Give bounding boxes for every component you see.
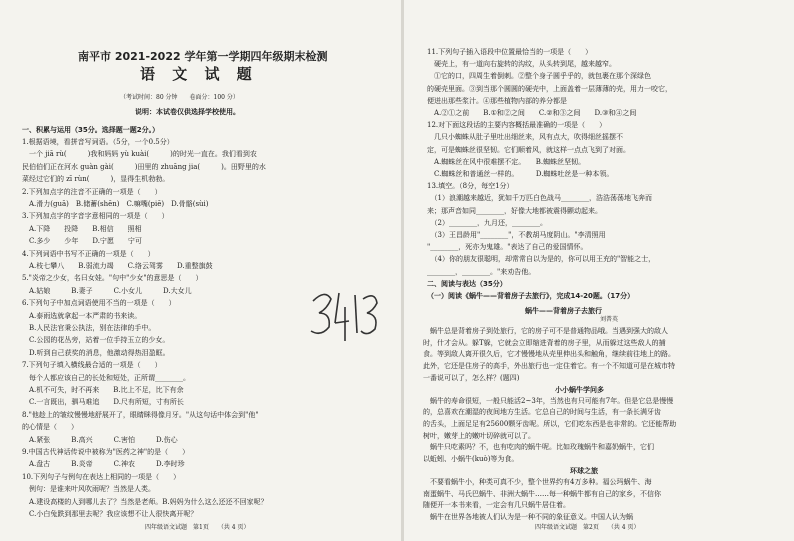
exam-page-2 bbox=[405, 0, 794, 541]
question-line: B.人民法官秉公执法，别在法律的手中。 bbox=[22, 324, 156, 332]
question-line: A.蜘蛛丝在风中很难摆不定。 B.蜘蛛丝坚韧。 bbox=[427, 157, 586, 166]
article-line: 蜗牛总是背着房子到处旅行，它的房子可不是普通物品哦。当遇到强大的敌人 bbox=[423, 327, 668, 336]
page-footer: 四年级语文试题 第1页 （共 4 页） bbox=[145, 524, 250, 531]
question-line: 6.下列句子中加点词语使用不当的一项是（ ） bbox=[22, 299, 176, 308]
article-line: 树叶，嫩芽上的嫩叶切碎就可以了。 bbox=[423, 431, 535, 440]
exam-title: 语 文 试 题 bbox=[140, 65, 258, 83]
question-line: 硬壳上，有一道向右旋转的沟纹，从头转到尾，越来越窄。 bbox=[427, 60, 616, 69]
question-line: 民伯伯们正在河水 guàn gài( )田里的 zhuāng jia( )。田野里的水 bbox=[22, 162, 266, 171]
question-line: 11.下列句子插入语段中位置最恰当的一项是（ ） bbox=[427, 48, 593, 56]
question-line: C.小白兔跌到那里去呢？我应该想不让人很快离开呢？ bbox=[22, 510, 198, 518]
article-subheading: 小小蜗牛学问多 bbox=[555, 385, 604, 395]
article-subheading: 环球之旅 bbox=[570, 466, 598, 476]
question-line: 9.中国古代神话传说中被称为"医药之神"的是（ ） bbox=[22, 448, 190, 456]
article-line: 随便开一本书来看，一定会有几只蜗牛居住着。 bbox=[423, 501, 570, 510]
question-line: A.②①之前 B.①和②之间 C.②和③之间 D.③和④之间 bbox=[427, 109, 637, 117]
question-line: A.紧张 B.高兴 C.害怕 D.伤心 bbox=[22, 435, 178, 444]
article-line: 的，总喜欢在潮湿的夜间地方生活。它总自己的时间与生活，有一条长满牙齿 bbox=[423, 408, 661, 417]
question-line: A.滑力(guā) B.储蓄(shēn) C.嘛嘴(piē) D.骨骼(sùi) bbox=[22, 200, 209, 208]
question-line: "________，死亦为鬼雄。"表达了自己的爱国情怀。 bbox=[427, 243, 588, 252]
question-line: A.枝七攀八 B.弱流力竭 C.络云驾雾 D.重整旗鼓 bbox=[22, 262, 213, 270]
question-line: （3）王昌龄用"________"，不教胡马度阴山。"李清照用 bbox=[427, 231, 606, 239]
question-line: 的心情是（ ） bbox=[22, 423, 78, 432]
question-line: C.一言既出，驷马难追 D.尺有所短，寸有所长 bbox=[22, 398, 184, 407]
section-heading: （一）阅读《蜗牛——背着房子去旅行》，完成14-20题。（17分） bbox=[427, 292, 635, 300]
article-line: 蜗牛只吃素吗？不，也有吃肉的蜗牛呢。比如玫瑰蜗牛和嘉奶蜗牛，它们 bbox=[423, 443, 654, 452]
question-line: D.听到自己获奖的消息，他激动得热泪盈眶。 bbox=[22, 348, 170, 357]
question-line: ________，________。"来劝告他。 bbox=[427, 267, 536, 276]
exam-header: 南平市 2021-2022 学年第一学期四年级期末检测 bbox=[78, 50, 328, 63]
question-line: ①它的口，四周生着倒刺。②整个身子圆乎乎的，就包裹在那个深绿色 bbox=[427, 72, 651, 81]
question-line: 7.下列句子填入横线最合适的一项是（ ） bbox=[22, 361, 162, 370]
question-line: A.机不可失，时不再来 B.比上不足，比下有余 bbox=[22, 386, 184, 394]
question-line: 定，可是蜘蛛丝很坚韧。它们顺着风，就这样一点点飞到了对面。 bbox=[427, 145, 630, 154]
section-heading: 一、积累与运用（35分。选择题一题2分。） bbox=[22, 126, 160, 134]
article-title: 蜗牛——背着房子去旅行 bbox=[525, 306, 602, 316]
question-line: 的硬壳里面。③到当那个圆圆的硬壳中，上面盖着一层薄薄的壳，用力一咬它， bbox=[427, 84, 672, 93]
question-line: 3.下列加点字的字音字意相同的一项是（ ） bbox=[22, 212, 169, 221]
question-line: A.泰雨选就拿起一本严肃的书来读。 bbox=[22, 311, 142, 320]
question-line: 菜经过它们的 zī rùn( )，显得生机勃勃。 bbox=[22, 175, 170, 184]
article-line: 时，什才会从。躲T躲，它就会立即缩进背着的房子里，从而躲过这些敌人的捕 bbox=[423, 338, 666, 347]
article-line: 不要看蜗牛小，种类可真不少，整个世界约有4万多种。福公玛蜗牛、海 bbox=[423, 478, 652, 486]
exam-meta: （考试时间：80 分钟 卷面分：100 分） bbox=[120, 94, 239, 101]
question-line: A.下降 投降 B.相信 照相 bbox=[22, 224, 142, 233]
handwritten-score bbox=[305, 283, 385, 353]
question-line: 几只小蜘蛛从肚子里吐出细丝来，风有点大，吹得细丝摇摆不 bbox=[427, 133, 623, 142]
question-line: 13.填空。（8分，每空1分） bbox=[427, 182, 514, 191]
question-line: C.蜘蛛丝和普通丝一样的。 D.蜘蛛吐丝是一种本领。 bbox=[427, 170, 614, 178]
article-line: 以蚯蚓、小蜗牛(kuò)等为食。 bbox=[423, 454, 519, 463]
question-line: C.公园的花丛旁，站着一位手持玉立的少女。 bbox=[22, 336, 170, 345]
question-line: 一个 jiā rù( )我和妈妈 yù kuài( )的时光一直在。我们看到农 bbox=[22, 150, 257, 159]
question-line: 来；那声音如同________，好像大地都被震得颤动起来。 bbox=[427, 206, 602, 215]
question-line: A.姑娘 B.妻子 C.小女儿 D.大女儿 bbox=[22, 286, 192, 295]
article-line: 的舌头，上面足足有25600颗牙齿呢。所以，它们吃东西是也非常的。它还能帮助 bbox=[423, 420, 677, 428]
question-line: A.建设高楼的人到哪儿去了？当然是老师。B.妈妈为什么这么还还不回家呢？ bbox=[22, 497, 268, 506]
question-line: （4）你的朋友很聪明，却常常自以为是的，你可以用王充的"智能之士， bbox=[427, 255, 656, 264]
article-author: 刘普英 bbox=[600, 316, 619, 324]
article-line: 南蛋蜗牛、马氏巴蜗牛、非洲大蜗牛……每一种蜗牛都有自己的家乡，不信你 bbox=[423, 489, 661, 498]
section-heading: 二、阅读与表达（35分） bbox=[427, 279, 507, 288]
exam-note: 说明：本试卷仅供选择学校使用。 bbox=[135, 107, 240, 116]
article-line: 蜗牛的寿命很短，一般只能活2~3年，当然也有只可能有7年。但是它总是慢慢 bbox=[423, 396, 674, 405]
question-line: 5."炎帝之少女，名曰女娃。"句中"少女"的意思是（ ） bbox=[22, 274, 203, 283]
article-line: 此外，它还是住房子的高手，外出旅行也一定住着它。有一个不知道可是在城市特 bbox=[423, 362, 675, 370]
question-line: 12.对下面这段话的主要内容概括最准确的一项是（ ） bbox=[427, 121, 607, 130]
question-line: 2.下列加点字的注音不正确的一项是（ ） bbox=[22, 187, 162, 196]
question-line: 4.下列词语中书写不正确的一项是（ ） bbox=[22, 249, 155, 258]
question-line: 8."他趁上的皱纹慢慢地舒展开了，眼睛眯得像月牙。"从这句话中体会到"他" bbox=[22, 410, 259, 419]
question-line: A.盘古 B.炎帝 C.神农 D.李时珍 bbox=[22, 460, 185, 469]
article-line: 食。等到敌人离开很久后，它才慢慢地从壳里伸出头和触角，继续前往地上的路。 bbox=[423, 350, 675, 359]
page-fold bbox=[401, 0, 404, 541]
page-footer: 四年级语文试题 第2页 （共 4 页） bbox=[535, 524, 640, 531]
question-line: （2）________，九月还，________。 bbox=[427, 218, 547, 227]
question-line: （1）浪潮越来越近，犹如千万匹白色战马________，浩浩荡荡地飞奔而 bbox=[427, 194, 652, 203]
question-line: 例句：是谁来叶风吹雨呢？当然是人类。 bbox=[22, 485, 155, 494]
question-line: 1.根据语境，看拼音写词语。（5分，一个0.5分） bbox=[22, 138, 174, 146]
question-line: 每个人都应该自己的长处和短处，正所谓________。 bbox=[22, 373, 190, 382]
article-line: 一番说可以了，怎么样？(题四) bbox=[423, 373, 520, 382]
article-line: 蜗牛在世界各地被人们认为是一种不同的象征意义。中国人认为蜗 bbox=[423, 512, 633, 521]
question-line: C.多少 少年 D.宁愿 宁可 bbox=[22, 237, 142, 246]
question-line: 便迸出那些浆汁。④那些植物内部的养分都是 bbox=[427, 96, 567, 105]
question-line: 10.下列句子与例句在表达上相同的一项是（ ） bbox=[22, 472, 181, 481]
